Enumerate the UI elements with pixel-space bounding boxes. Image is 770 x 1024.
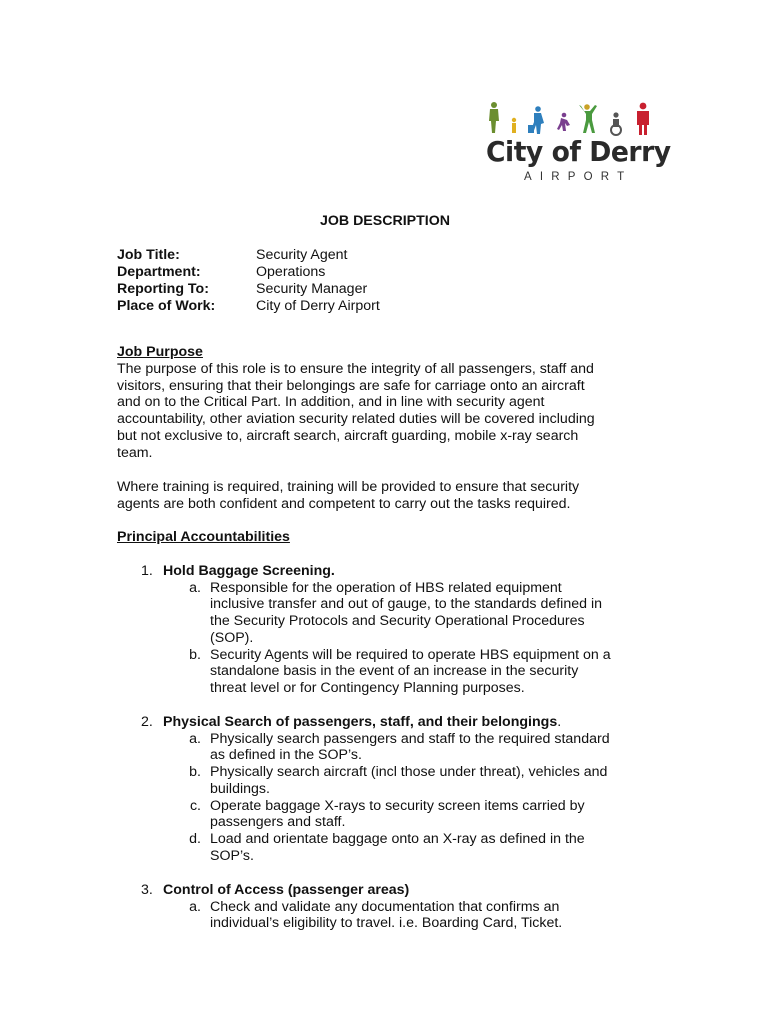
- paragraph-line: The purpose of this role is to ensure the integrity of all passengers, staff and: [117, 361, 594, 377]
- meta-label: Reporting To:: [117, 280, 209, 297]
- meta-value: Operations: [256, 263, 326, 280]
- sub-line: Check and validate any documentation that confirms an: [210, 898, 560, 915]
- sub-item: [163, 831, 657, 864]
- airport-logo: [484, 101, 671, 185]
- paragraph-line: Where training is required, training will be provided to ensure that security: [117, 479, 580, 495]
- meta-label: Place of Work:: [117, 297, 216, 314]
- sub-item: [163, 647, 657, 697]
- meta-label: Job Title:: [117, 247, 180, 263]
- sub-letter: a.: [189, 730, 201, 747]
- logo-name: City of Derry: [486, 135, 671, 168]
- item-title: Physical Search of passengers, staff, and their belongings: [163, 714, 558, 730]
- item-title: Control of Access (passenger areas): [163, 882, 410, 898]
- sub-item: [163, 899, 657, 932]
- paragraph-line: but not exclusive to, aircraft search, aircraft guarding, mobile x-ray search: [117, 427, 579, 444]
- meta-label: Department:: [117, 263, 201, 280]
- item-number: 3.: [141, 882, 153, 898]
- meta-row-place-of-work: [117, 298, 380, 315]
- sub-letter: a.: [189, 579, 201, 596]
- meta-row-department: [117, 264, 380, 281]
- sub-line: as defined in the SOP’s.: [210, 747, 362, 764]
- paragraph-line: agents are both confident and competent to carry out the tasks required.: [117, 495, 571, 512]
- item-title-suffix: .: [557, 714, 562, 730]
- sub-line: (SOP).: [210, 629, 254, 646]
- sub-letter: d.: [189, 830, 201, 847]
- sub-line: passengers and staff.: [210, 814, 346, 831]
- sub-letter: b.: [189, 764, 201, 781]
- paragraph-line: visitors, ensuring that their belongings are safe for carriage onto an aircraft: [117, 377, 585, 394]
- sub-line: inclusive transfer and out of gauge, to the standards defined in: [210, 596, 602, 613]
- training-paragraph: [117, 479, 647, 512]
- sub-line: Security Agents will be required to operate HBS equipment on a: [210, 646, 611, 663]
- sub-line: Physically search passengers and staff to the required standard: [210, 730, 610, 747]
- paragraph-line: and on to the Critical Part. In addition, and in line with security agent: [117, 394, 545, 411]
- sub-line: buildings.: [210, 780, 270, 797]
- accountability-item-3: [117, 882, 657, 932]
- principal-accountabilities-heading: Principal Accountabilities: [117, 529, 290, 545]
- sub-letter: c.: [189, 797, 201, 814]
- sub-line: Physically search aircraft (incl those under threat), vehicles and: [210, 764, 608, 781]
- document-title: JOB DESCRIPTION: [319, 213, 451, 229]
- accountability-item-1: [117, 563, 657, 697]
- sub-letter: b.: [189, 646, 201, 663]
- sub-line: SOP’s.: [210, 847, 254, 864]
- sub-line: threat level or for Contingency Planning purposes.: [210, 679, 525, 696]
- sub-line: standalone basis in the event of an increase in the security: [210, 663, 579, 680]
- sub-item: [163, 731, 657, 764]
- logo-subtitle: AIRPORT: [524, 171, 633, 183]
- meta-value: Security Manager: [256, 280, 368, 297]
- sub-item: [163, 798, 657, 831]
- item-title: Hold Baggage Screening.: [163, 563, 335, 579]
- meta-value: Security Agent: [256, 247, 348, 263]
- sub-letter: a.: [189, 898, 201, 915]
- meta-row-job-title: [117, 247, 380, 264]
- sub-item: [163, 764, 657, 797]
- meta-row-reporting-to: [117, 281, 380, 298]
- sub-item: [163, 580, 657, 647]
- sub-line: Responsible for the operation of HBS related equipment: [210, 579, 562, 596]
- job-meta-table: [117, 247, 380, 315]
- paragraph-line: team.: [117, 444, 153, 461]
- accountability-item-2: [117, 714, 657, 864]
- sub-line: the Security Protocols and Security Operational Procedures: [210, 613, 585, 630]
- paragraph-line: accountability, other aviation security related duties will be covered including: [117, 411, 595, 428]
- sub-line: individual’s eligibility to travel. i.e. Boarding Card, Ticket.: [210, 915, 563, 932]
- item-number: 2.: [141, 714, 153, 730]
- sub-line: Operate baggage X-rays to security screen items carried by: [210, 797, 585, 814]
- job-purpose-heading: Job Purpose: [117, 344, 203, 360]
- sub-line: Load and orientate baggage onto an X-ray as defined in the: [210, 830, 585, 847]
- item-number: 1.: [141, 563, 153, 579]
- job-purpose-paragraph: [117, 361, 647, 461]
- meta-value: City of Derry Airport: [256, 297, 380, 314]
